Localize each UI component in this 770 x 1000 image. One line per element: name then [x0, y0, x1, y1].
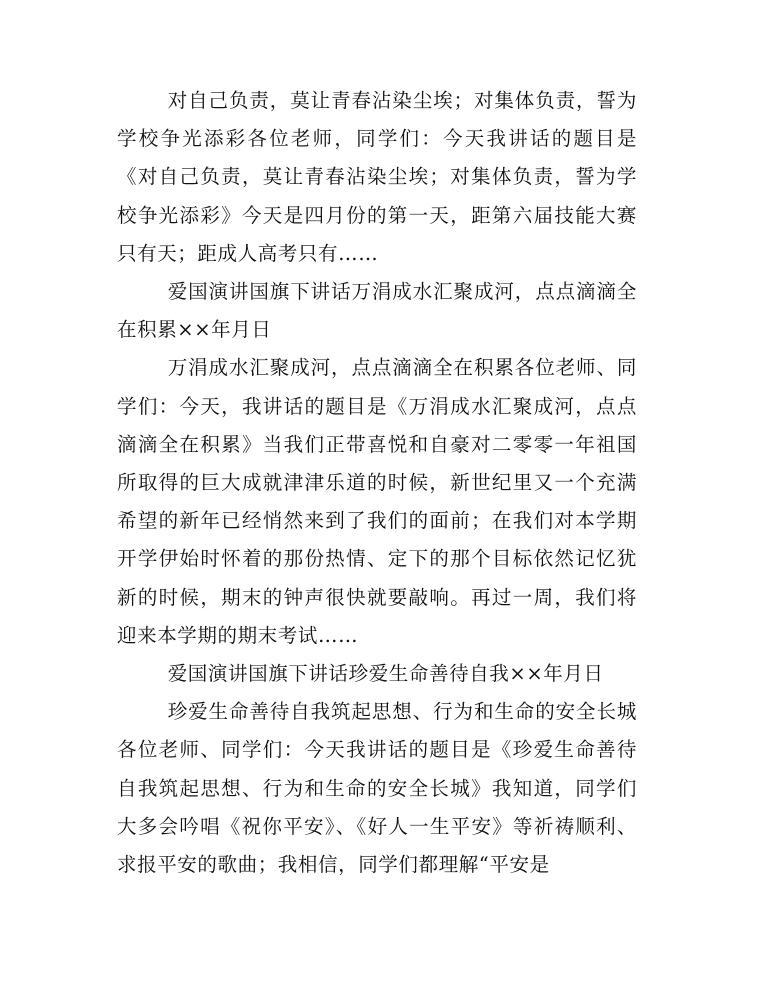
paragraph-2: 爱国演讲国旗下讲话万涓成水汇聚成河，点点滴滴全在积累××年月日 [117, 280, 637, 342]
paragraph-3: 万涓成水汇聚成河，点点滴滴全在积累各位老师、同学们：今天，我讲话的题目是《万涓成水汇聚成河，点点滴滴全在积累》当我们正带喜悦和自豪对二零零一年祖国所取得的巨大成就津津乐道的时候，新世纪里又一个充满希望的新年已经悄然来到了我们的面前；在我们对本学期开学伊始时怀着的那份热情、定下的那个目标依然记忆犹新的时候，期末的钟声很快就要敲响。再过一周，我们将迎来本学期的期末考试…… [117, 356, 637, 647]
paragraph-1: 对自己负责，莫让青春沾染尘埃；对集体负责，誓为学校争光添彩各位老师，同学们：今天我讲话的题目是《对自己负责，莫让青春沾染尘埃；对集体负责，誓为学校争光添彩》今天是四月份的第一天，距第六届技能大赛只有天；距成人高考只有…… [117, 89, 637, 265]
document-body [117, 82, 637, 884]
paragraph-4: 爱国演讲国旗下讲话珍爱生命善待自我××年月日 [167, 662, 604, 686]
paragraph-5: 珍爱生命善待自我筑起思想、行为和生命的安全长城各位老师、同学们：今天我讲话的题目是《珍爱生命善待自我筑起思想、行为和生命的安全长城》我知道，同学们大多会吟唱《祝你平安》、《好人一生平安》等祈祷顺利、求报平安的歌曲；我相信，同学们都理解“平安是 [117, 700, 637, 877]
